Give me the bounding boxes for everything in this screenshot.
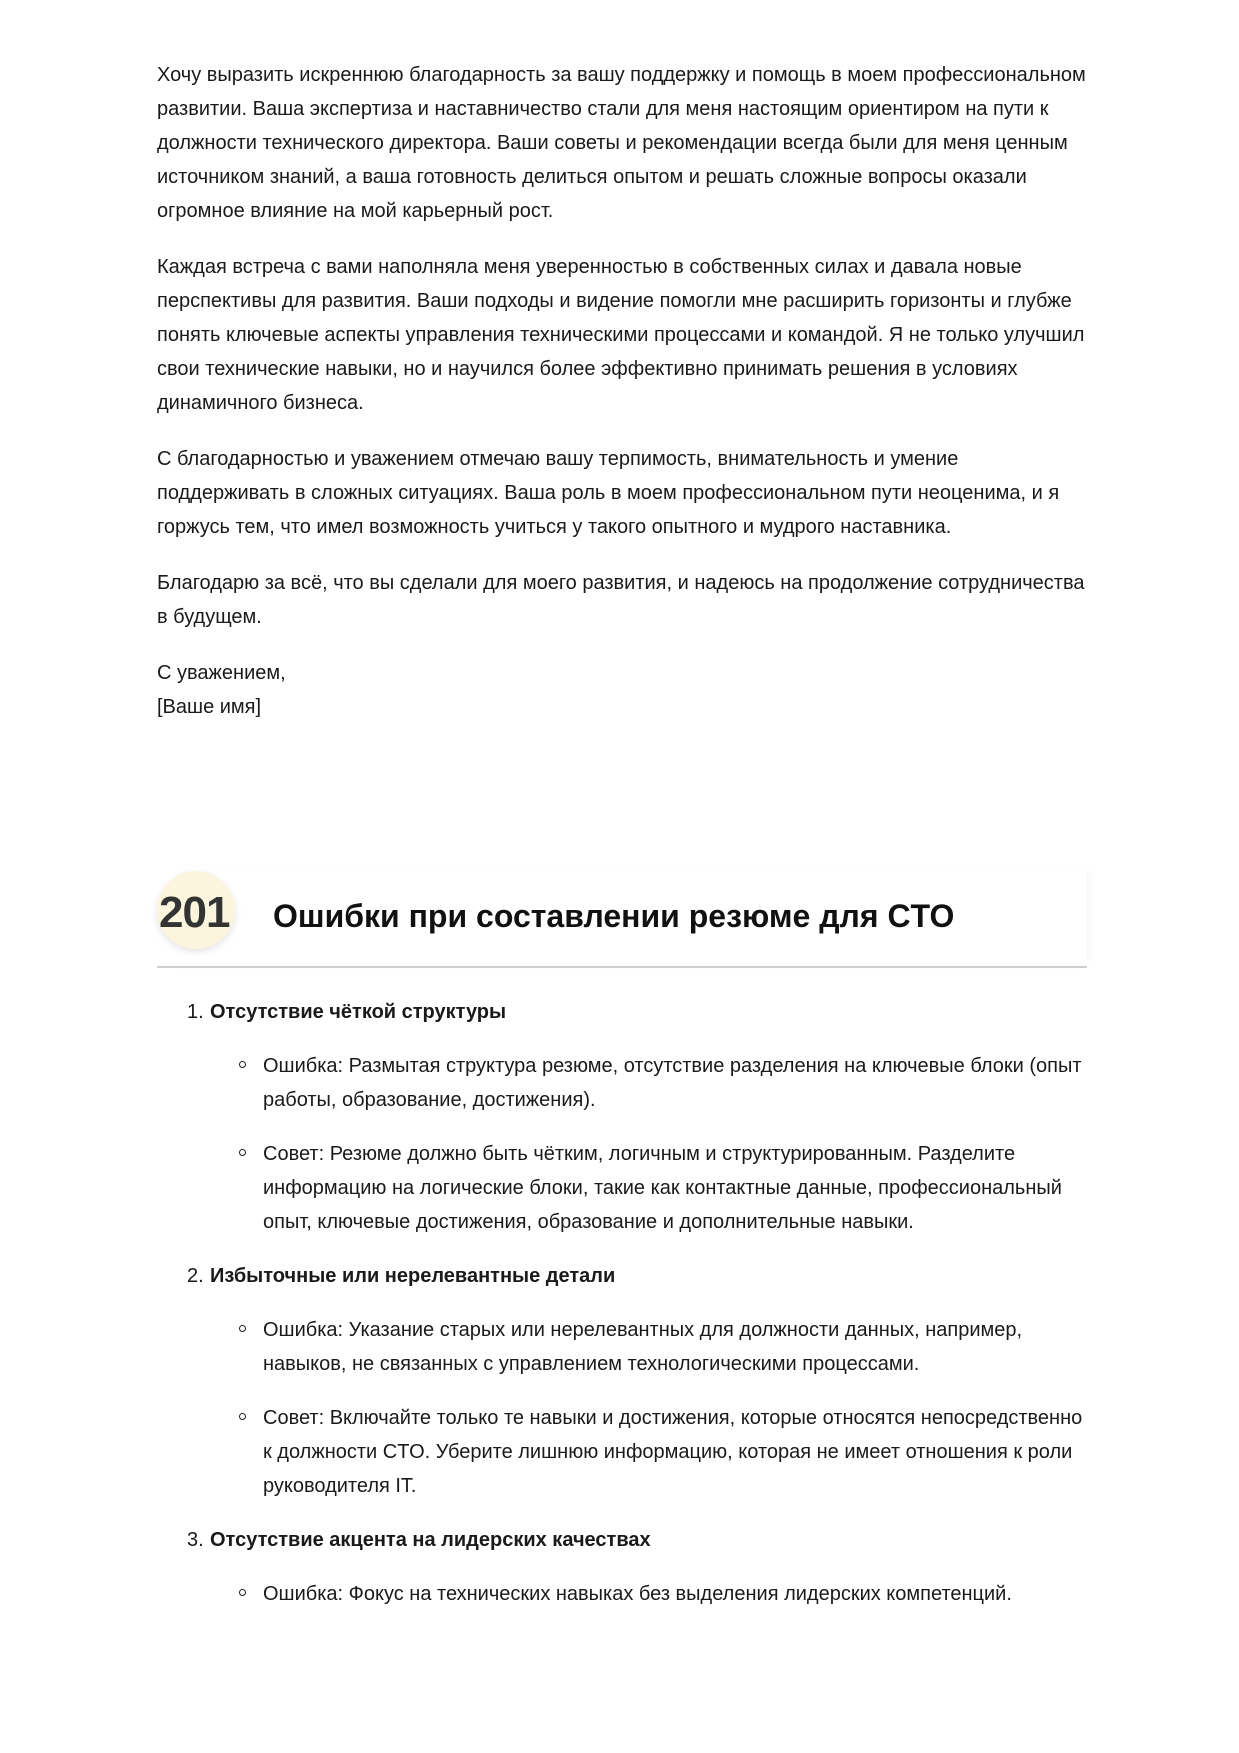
list-item-3 (157, 1523, 1087, 1611)
hollow-bullet-icon (239, 1413, 246, 1420)
list-item-number: 3. (187, 1529, 204, 1551)
sub-item-advice (157, 1401, 1087, 1503)
section-title: Ошибки при составлении резюме для CTO (273, 898, 955, 934)
sub-item-text: Ошибка: Размытая структура резюме, отсутствие разделения на ключевые блоки (опыт работы, образование, достижения). (263, 1055, 1082, 1111)
hollow-bullet-icon (239, 1325, 246, 1332)
list-item-heading: Избыточные или нерелевантные детали (210, 1265, 616, 1287)
list-item-2 (157, 1259, 1087, 1503)
sub-item-text: Ошибка: Фокус на технических навыках без выделения лидерских компетенций. (263, 1583, 1012, 1605)
section-header (157, 866, 1087, 968)
hollow-bullet-icon (239, 1149, 246, 1156)
hollow-bullet-icon (239, 1061, 246, 1068)
letter-paragraph-1: Хочу выразить искреннюю благодарность за вашу поддержку и помощь в моем профессиональном развитии. Ваша экспертиза и наставничество стали для меня настоящим ориентиром на пути к должности технического директора. Ваши советы и рекомендации всегда были для меня ценным источником знаний, а ваша готовность делиться опытом и решать сложные вопросы оказали огромное влияние на мой карьерный рост. (157, 64, 1086, 222)
letter-body (157, 58, 1087, 724)
list-item-heading: Отсутствие акцента на лидерских качествах (210, 1529, 651, 1551)
list-item-number: 1. (187, 1001, 204, 1023)
sub-item-error (157, 1313, 1087, 1381)
mistakes-list (157, 995, 1087, 1631)
sub-item-text: Совет: Резюме должно быть чётким, логичным и структурированным. Разделите информацию на логические блоки, такие как контактные данные, профессиональный опыт, ключевые достижения, образование и дополнительные навыки. (263, 1143, 1062, 1233)
letter-signature: [Ваше имя] (157, 696, 262, 718)
sub-item-error (157, 1049, 1087, 1117)
letter-paragraph-3: С благодарностью и уважением отмечаю вашу терпимость, внимательность и умение поддерживать в сложных ситуациях. Ваша роль в моем профессиональном пути неоценима, и я горжусь тем, что имел возможность учиться у такого опытного и мудрого наставника. (157, 448, 1060, 538)
sub-item-advice (157, 1137, 1087, 1239)
list-item-heading: Отсутствие чёткой структуры (210, 1001, 507, 1023)
list-item-number: 2. (187, 1265, 204, 1287)
letter-closing: С уважением, (157, 662, 286, 684)
letter-paragraph-2: Каждая встреча с вами наполняла меня уверенностью в собственных силах и давала новые перспективы для развития. Ваши подходы и видение помогли мне расширить горизонты и глубже понять ключевые аспекты управления техническими процессами и командой. Я не только улучшил свои технические навыки, но и научился более эффективно принимать решения в условиях динамичного бизнеса. (157, 256, 1085, 414)
hollow-bullet-icon (239, 1589, 246, 1596)
sub-item-text: Совет: Включайте только те навыки и достижения, которые относятся непосредственно к должности CTO. Уберите лишнюю информацию, которая не имеет отношения к роли руководителя IT. (263, 1407, 1083, 1497)
section-number: 201 (159, 888, 230, 937)
sub-item-error (157, 1577, 1087, 1611)
sub-item-text: Ошибка: Указание старых или нерелевантных для должности данных, например, навыков, не связанных с управлением технологическими процессами. (263, 1319, 1023, 1375)
list-item-1 (157, 995, 1087, 1239)
letter-paragraph-4: Благодарю за всё, что вы сделали для моего развития, и надеюсь на продолжение сотрудничества в будущем. (157, 572, 1085, 628)
